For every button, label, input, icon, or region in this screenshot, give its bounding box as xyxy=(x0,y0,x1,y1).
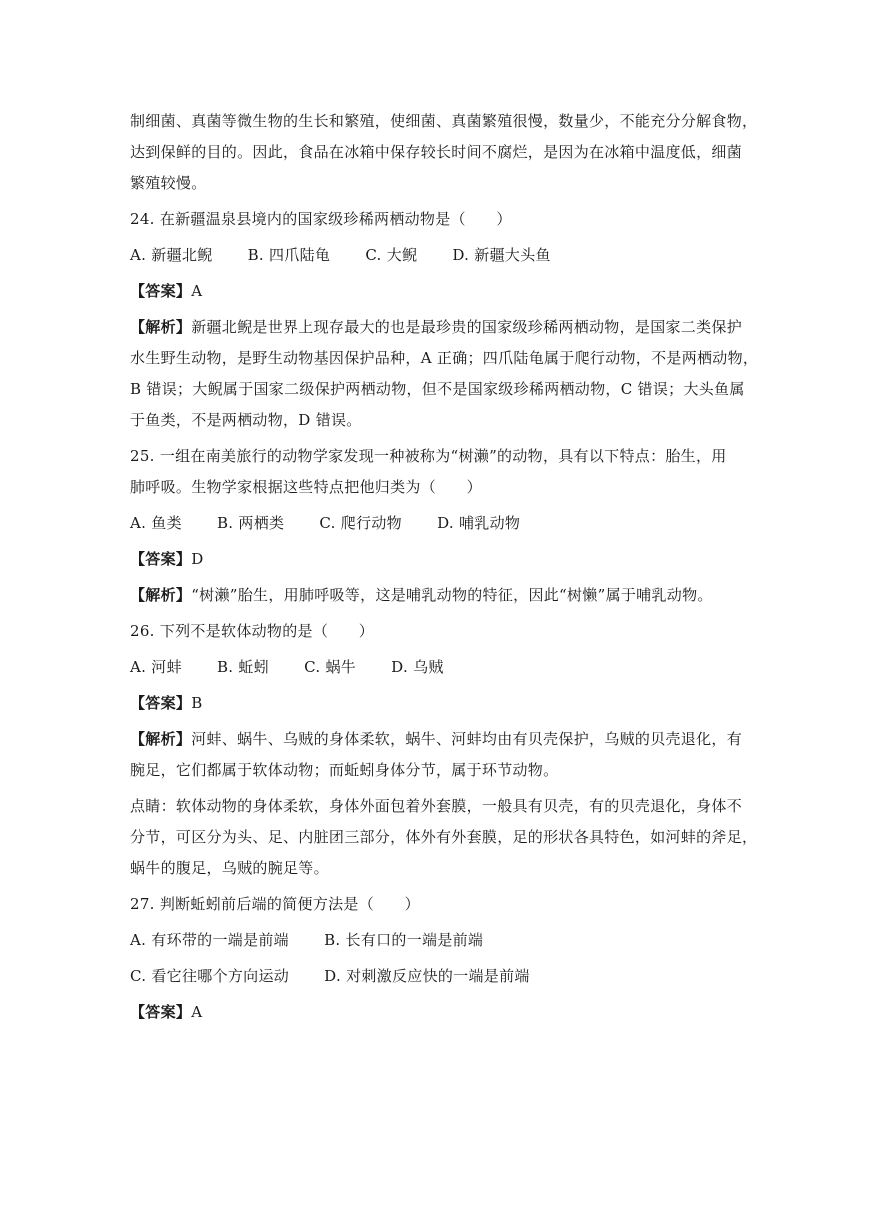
text-line: 达到保鲜的目的。因此，食品在冰箱中保存较长时间不腐烂，是因为在冰箱中温度低，细菌 xyxy=(130,143,743,161)
option-b: B. 两栖类 xyxy=(216,514,285,532)
text-line: 制细菌、真菌等微生物的生长和繁殖，使细菌、真菌繁殖很慢，数量少，不能充分分解食物， xyxy=(130,112,758,130)
question-stem: 25. 一组在南美旅行的动物学家发现一种被称为“树濑”的动物，具有以下特点：胎生，用 xyxy=(130,447,727,465)
question-options xyxy=(130,925,770,956)
question-stem: 27. 判断蚯蚓前后端的简便方法是（ ） xyxy=(130,895,420,913)
analysis-text: 水生野生动物，是野生动物基因保护品种，A 正确；四爪陆龟属于爬行动物，不是两栖动物， xyxy=(130,349,759,367)
answer-label: 【答案】 xyxy=(130,282,192,300)
analysis-label: 【解析】 xyxy=(130,730,192,748)
option-c: C. 蜗牛 xyxy=(304,658,357,676)
question-options xyxy=(130,652,770,683)
answer-line xyxy=(130,544,770,575)
option-a: A. 鱼类 xyxy=(130,514,182,532)
question-stem: 26. 下列不是软体动物的是（ ） xyxy=(130,622,375,640)
analysis-text: 于鱼类，不是两栖动物，D 错误。 xyxy=(130,411,362,429)
analysis-text: “树濑”胎生，用肺呼吸等，这是哺乳动物的特征，因此“树懒”属于哺乳动物。 xyxy=(191,586,713,604)
question-25 xyxy=(130,441,770,611)
option-a: A. 河蚌 xyxy=(130,658,182,676)
question-stem: 肺呼吸。生物学家根据这些特点把他归类为（ ） xyxy=(130,478,482,496)
option-b: B. 四爪陆龟 xyxy=(247,246,331,264)
option-d: D. 新疆大头鱼 xyxy=(452,246,551,264)
option-d: D. 哺乳动物 xyxy=(437,514,521,532)
question-26 xyxy=(130,616,770,884)
answer-label: 【答案】 xyxy=(130,694,192,712)
option-d: D. 乌贼 xyxy=(391,658,444,676)
option-c: C. 大鲵 xyxy=(365,246,418,264)
answer-line xyxy=(130,688,770,719)
analysis-text: 腕足，它们都属于软体动物；而蚯蚓身体分节，属于环节动物。 xyxy=(130,761,559,779)
analysis-text: 河蚌、蜗牛、乌贼的身体柔软，蜗牛、河蚌均由有贝壳保护，乌贼的贝壳退化，有 xyxy=(191,730,743,748)
note-text: 点睛：软体动物的身体柔软，身体外面包着外套膜，一般具有贝壳，有的贝壳退化，身体不 xyxy=(130,797,743,815)
analysis-text: 新疆北鲵是世界上现存最大的也是最珍贵的国家级珍稀两栖动物，是国家二类保护 xyxy=(191,318,743,336)
analysis-block xyxy=(130,580,770,611)
option-c: C. 看它往哪个方向运动 xyxy=(130,967,290,985)
option-b: B. 长有口的一端是前端 xyxy=(324,931,484,949)
answer-label: 【答案】 xyxy=(130,550,192,568)
option-a: A. 有环带的一端是前端 xyxy=(130,931,289,949)
answer-value: A xyxy=(191,1003,203,1021)
option-c: C. 爬行动物 xyxy=(319,514,402,532)
question-options xyxy=(130,508,770,539)
previous-analysis-continuation xyxy=(130,106,770,199)
analysis-block xyxy=(130,724,770,786)
option-b: B. 蚯蚓 xyxy=(216,658,270,676)
note-block xyxy=(130,791,770,884)
answer-line xyxy=(130,997,770,1028)
question-options xyxy=(130,961,770,992)
note-text: 分节，可区分为头、足、内脏团三部分，体外有外套膜，足的形状各具特色，如河蚌的斧足， xyxy=(130,828,758,846)
question-options xyxy=(130,240,770,271)
answer-value: D xyxy=(191,550,204,568)
answer-line xyxy=(130,276,770,307)
question-24 xyxy=(130,204,770,436)
text-line: 繁殖较慢。 xyxy=(130,174,207,192)
answer-label: 【答案】 xyxy=(130,1003,192,1021)
answer-value: B xyxy=(191,694,203,712)
question-27 xyxy=(130,889,770,1028)
analysis-label: 【解析】 xyxy=(130,318,192,336)
question-stem: 24. 在新疆温泉县境内的国家级珍稀两栖动物是（ ） xyxy=(130,210,512,228)
answer-value: A xyxy=(191,282,203,300)
note-text: 蜗牛的腹足，乌贼的腕足等。 xyxy=(130,859,329,877)
document-page xyxy=(130,106,770,1033)
option-d: D. 对刺激反应快的一端是前端 xyxy=(324,967,530,985)
analysis-label: 【解析】 xyxy=(130,586,192,604)
option-a: A. 新疆北鲵 xyxy=(130,246,213,264)
analysis-block xyxy=(130,312,770,436)
analysis-text: B 错误；大鲵属于国家二级保护两栖动物，但不是国家级珍稀两栖动物，C 错误；大头鱼属 xyxy=(130,380,745,398)
